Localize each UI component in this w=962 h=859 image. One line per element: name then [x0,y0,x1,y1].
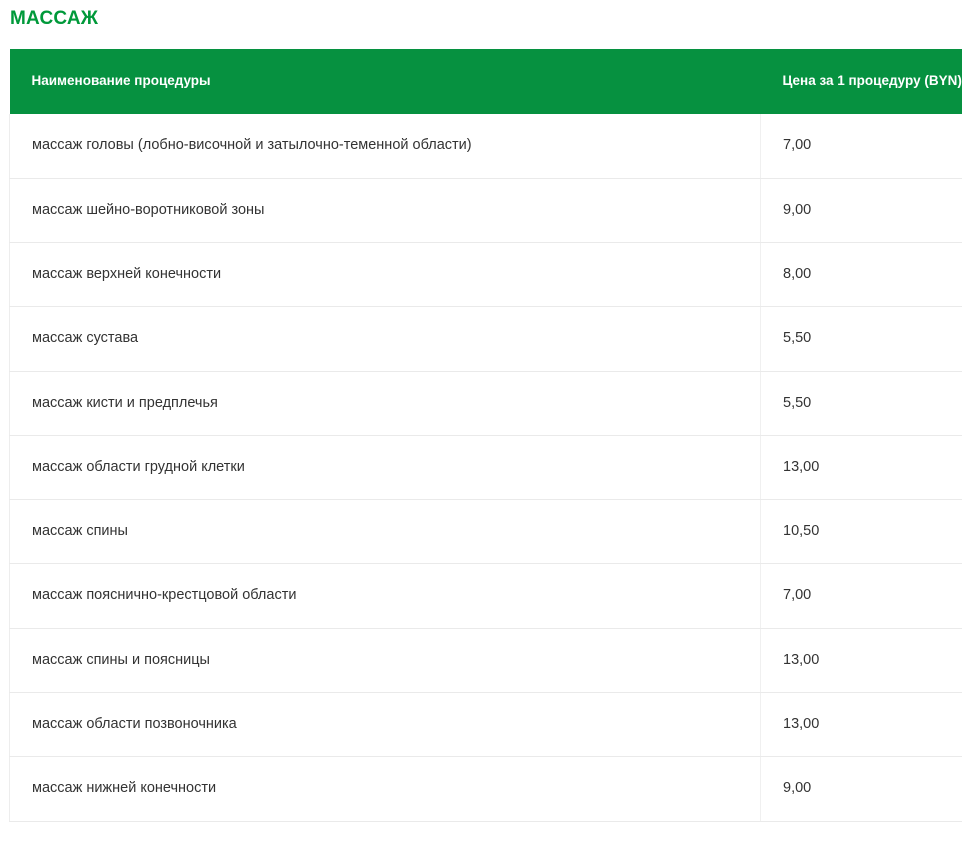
table-row [10,693,962,757]
table-header-row [10,49,962,115]
cell-price: 7,00 [761,564,962,628]
cell-procedure-name: массаж кисти и предплечья [10,371,761,435]
cell-price: 5,50 [761,371,962,435]
table-header [10,49,962,115]
column-header-procedure-name: Наименование процедуры [10,49,761,115]
cell-procedure-name: массаж нижней конечности [10,757,761,821]
column-header-price: Цена за 1 процедуру (BYN) [761,49,962,115]
cell-procedure-name: массаж головы (лобно-височной и затылочно-теменной области) [10,114,761,178]
cell-procedure-name: массаж верхней конечности [10,242,761,306]
cell-price: 9,00 [761,757,962,821]
cell-procedure-name: массаж области грудной клетки [10,435,761,499]
table-body [10,114,962,821]
cell-price: 7,00 [761,114,962,178]
table-row [10,242,962,306]
table-row [10,435,962,499]
cell-price: 10,50 [761,500,962,564]
table-row [10,564,962,628]
table-row [10,628,962,692]
cell-price: 13,00 [761,693,962,757]
cell-price: 5,50 [761,307,962,371]
table-row [10,178,962,242]
cell-procedure-name: массаж сустава [10,307,761,371]
cell-procedure-name: массаж области позвоночника [10,693,761,757]
table-row [10,114,962,178]
cell-price: 8,00 [761,242,962,306]
table-row [10,757,962,821]
cell-price: 9,00 [761,178,962,242]
table-row [10,307,962,371]
cell-procedure-name: массаж спины [10,500,761,564]
cell-price: 13,00 [761,435,962,499]
cell-price: 13,00 [761,628,962,692]
cell-procedure-name: массаж шейно-воротниковой зоны [10,178,761,242]
cell-procedure-name: массаж спины и поясницы [10,628,761,692]
page-title: МАССАЖ [10,8,99,29]
table-row [10,500,962,564]
price-table [9,49,962,822]
table-row [10,371,962,435]
cell-procedure-name: массаж пояснично-крестцовой области [10,564,761,628]
